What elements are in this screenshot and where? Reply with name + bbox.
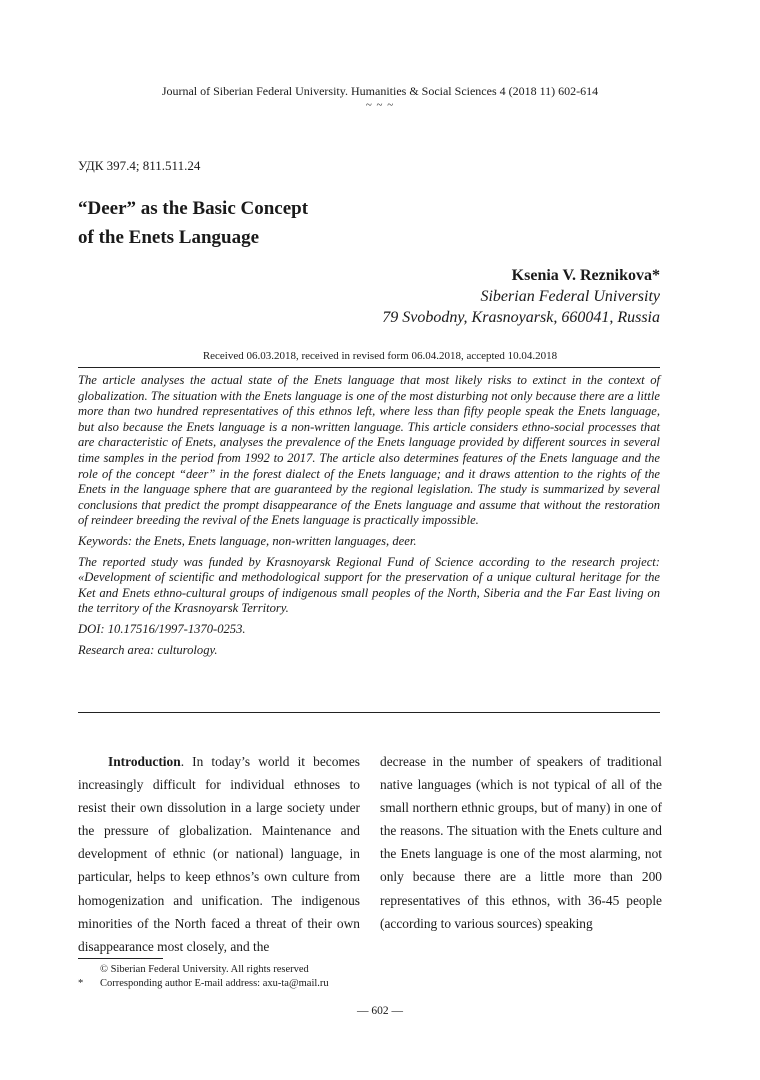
footnotes (78, 963, 329, 991)
udc-code: УДК 397.4; 811.511.24 (78, 158, 201, 173)
research-area: Research area: culturology. (78, 642, 218, 657)
footnote-star: * (78, 978, 84, 989)
abstract-bottom-rule (78, 712, 660, 713)
article-title (78, 194, 308, 252)
author-name: Ksenia V. Reznikova* (511, 267, 660, 284)
intro-paragraph (78, 750, 360, 958)
author-block (382, 265, 660, 328)
body-column-left (78, 750, 360, 958)
abstract-top-rule (78, 367, 660, 368)
author-address: 79 Svobodny, Krasnoyarsk, 660041, Russia (382, 309, 660, 326)
footnote-rule (78, 958, 163, 959)
title-line-2: of the Enets Language (78, 227, 260, 248)
body-column-right (380, 750, 662, 935)
received-dates: Received 06.03.2018, received in revised form 06.04.2018, accepted 10.04.2018 (202, 350, 558, 362)
doi: DOI: 10.17516/1997-1370-0253. (78, 621, 246, 636)
right-column-text: decrease in the number of speakers of traditional native languages (which is not typical of all of the small northern ethnic groups, but of many) in one of the reasons. The situation with the Enets culture and the Enets language is one of the most alarming, not only because there are a little more than 200 representatives of this ethnos, with 36-45 people (according to various sources) speaking (380, 754, 662, 931)
header-ornament: ~ ~ ~ (365, 99, 395, 111)
intro-text: . In today’s world it becomes increasingly difficult for individual ethnoses to resist their own dissolution in a large society under the pressure of globalization. Maintenance and development of ethnic (or national) language, in particular, helps to keep ethnos’s own culture from homogenization and unification. The indigenous minorities of the North faced a threat of their own disappearance most closely, and the (78, 754, 360, 954)
footnote-corresponding: Corresponding author E-mail address: axu-ta@mail.ru (100, 978, 329, 989)
journal-header: Journal of Siberian Federal University. Humanities & Social Sciences 4 (2018 11) 602-614 (161, 84, 599, 98)
abstract-block (78, 373, 660, 663)
author-affiliation: Siberian Federal University (480, 288, 660, 305)
funding-note: The reported study was funded by Krasnoyarsk Regional Fund of Science according to the research project: «Development of scientific and methodological support for the preservation of a unique cultural heritage for the Ket and Enets ethno-cultural groups of indigenous small peoples of the North, Siberia and the Far East living on the territory of the Krasnoyarsk Territory. (78, 554, 660, 616)
keywords: Keywords: the Enets, Enets language, non-written languages, deer. (78, 533, 417, 548)
intro-label: Introduction (108, 754, 181, 769)
title-line-1: “Deer” as the Basic Concept (78, 198, 309, 219)
abstract-text: The article analyses the actual state of the Enets language that most likely risks to extinct in the context of globalization. The situation with the Enets language is one of the most disturbing not only because there are a little more than two hundred representatives of this ethnos left, where less than fifty people speak the Enets language, but also because the Enets language is a non-written language. This article considers ethno-social processes that are characteristic of Enets, analyses the prevalence of the Enets language provided by different sources in several time samples in the period from 1992 to 2017. The article also determines features of the Enets language and the role of the concept “deer” in the forest dialect of the Enets language; and it draws attention to the rights of the Enets in the language sphere that are guaranteed by the regional legislation. The study is summarized by several conclusions that predict the prompt disappearance of the Enets language and assume that without the restoration of reindeer breeding the revival of the Enets language is practically impossible. (78, 373, 660, 528)
page-number: — 602 — (357, 1005, 403, 1017)
footnote-copyright: © Siberian Federal University. All rights reserved (100, 964, 309, 975)
